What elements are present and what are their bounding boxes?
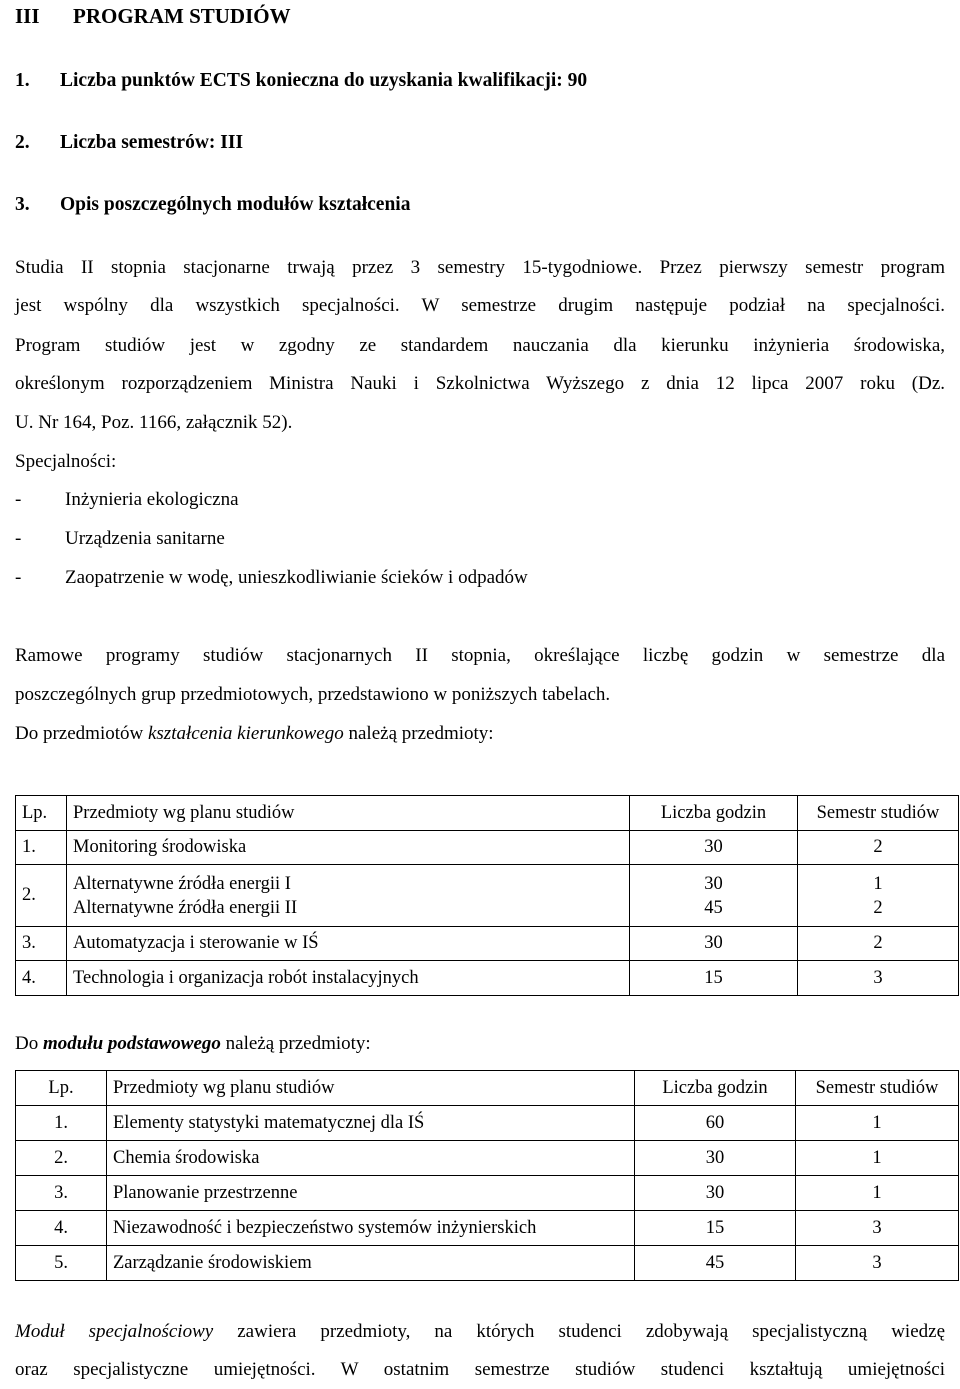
cell-hours: 30	[635, 1176, 796, 1211]
specialization-text: Inżynieria ekologiczna	[65, 489, 239, 510]
dash: -	[15, 528, 22, 549]
cell-lp: 2.	[16, 1141, 107, 1176]
paragraph-intro-line: U. Nr 164, Poz. 1166, załącznik 52).	[15, 412, 293, 433]
specialization-text: Urządzenia sanitarne	[65, 528, 225, 549]
cell-semester: 3	[798, 961, 959, 996]
col-lp: Lp.	[16, 796, 67, 831]
dash: -	[15, 489, 22, 510]
cell-hours: 30	[630, 831, 798, 865]
name-line: Alternatywne źródła energii I	[73, 873, 291, 894]
table-row	[16, 927, 959, 961]
paragraph-intro-line: Program studiów jest w zgodny ze standardem nauczania dla kierunku inżynieria środowiska,	[15, 335, 945, 356]
paragraph-intro-line: Studia II stopnia stacjonarne trwają przez 3 semestry 15-tygodniowe. Przez pierwszy semestr program	[15, 257, 945, 278]
item-text: Liczba punktów ECTS konieczna do uzyskania kwalifikacji: 90	[60, 70, 588, 91]
paragraph-specialty-line: oraz specjalistyczne umiejętności. W ostatnim semestrze studiów studenci kształtują umiejętności	[15, 1359, 945, 1380]
cell-semester: 1	[796, 1106, 959, 1141]
cell-name: Monitoring środowiska	[67, 831, 630, 865]
cell-lp: 4.	[16, 961, 67, 996]
cell-lp: 4.	[16, 1211, 107, 1246]
emphasis: modułu podstawowego	[42, 1033, 221, 1054]
cell-name: Technologia i organizacja robót instalacyjnych	[67, 961, 630, 996]
cell-name	[67, 865, 630, 927]
cell-semester: 3	[796, 1246, 959, 1281]
table-row	[16, 1106, 959, 1141]
item-text: Opis poszczególnych modułów kształcenia	[60, 194, 411, 215]
dash: -	[15, 567, 22, 588]
hours-line: 45	[704, 897, 723, 918]
paragraph-intro-line: jest wspólny dla wszystkich specjalności. W semestrze drugim następuje podział na specjalności.	[15, 295, 945, 316]
text: zawiera przedmioty, na których studenci zdobywają specjalistyczną wiedzę	[213, 1321, 946, 1342]
heading-item-2	[15, 132, 243, 154]
sem-line: 2	[873, 897, 883, 918]
cell-lp: 3.	[16, 1176, 107, 1211]
cell-semester	[798, 865, 959, 927]
col-semester: Semestr studiów	[798, 796, 959, 831]
section-title: PROGRAM STUDIÓW	[73, 4, 291, 28]
table-row	[16, 1246, 959, 1281]
col-lp: Lp.	[16, 1071, 107, 1106]
emphasis: Moduł specjalnościowy	[15, 1321, 214, 1342]
text: należą przedmioty:	[220, 1033, 371, 1054]
item-number: 2.	[15, 132, 30, 153]
col-hours: Liczba godzin	[630, 796, 798, 831]
cell-hours: 30	[635, 1141, 796, 1176]
cell-name: Planowanie przestrzenne	[107, 1176, 635, 1211]
podstawowy-intro	[15, 1025, 371, 1063]
item-text: Liczba semestrów: III	[60, 132, 244, 153]
paragraph-frameworks-line: Ramowe programy studiów stacjonarnych II stopnia, określające liczbę godzin w semestrze dla	[15, 645, 945, 666]
table-row	[16, 831, 959, 865]
paragraph-frameworks-line: poszczególnych grup przedmiotowych, przedstawiono w poniższych tabelach.	[15, 684, 611, 705]
col-name: Przedmioty wg planu studiów	[107, 1071, 635, 1106]
text: Do przedmiotów	[15, 723, 148, 744]
section-number: III	[15, 4, 40, 28]
table-podstawowy	[15, 1070, 959, 1281]
text: Do	[15, 1033, 43, 1054]
item-number: 1.	[15, 70, 30, 91]
cell-hours: 30	[630, 927, 798, 961]
paragraph-intro-line: określonym rozporządzeniem Ministra Nauki i Szkolnictwa Wyższego z dnia 12 lipca 2007 roku (Dz.	[15, 373, 945, 394]
table-header-row	[16, 796, 959, 831]
emphasis: kształcenia kierunkowego	[147, 723, 344, 744]
cell-name: Zarządzanie środowiskiem	[107, 1246, 635, 1281]
cell-semester: 2	[798, 927, 959, 961]
cell-lp: 1.	[16, 1106, 107, 1141]
cell-semester: 1	[796, 1176, 959, 1211]
cell-hours: 45	[635, 1246, 796, 1281]
cell-lp: 5.	[16, 1246, 107, 1281]
item-number: 3.	[15, 194, 30, 215]
cell-hours: 15	[630, 961, 798, 996]
table-row	[16, 961, 959, 996]
specialization-item	[15, 481, 239, 519]
cell-lp: 3.	[16, 927, 67, 961]
table-row	[16, 1176, 959, 1211]
col-semester: Semestr studiów	[796, 1071, 959, 1106]
table-row	[16, 1141, 959, 1176]
specialization-item	[15, 520, 225, 558]
table-row	[16, 865, 959, 927]
cell-semester: 3	[796, 1211, 959, 1246]
cell-semester: 1	[796, 1141, 959, 1176]
kierunkowy-intro	[15, 715, 494, 753]
cell-name: Automatyzacja i sterowanie w IŚ	[67, 927, 630, 961]
heading-item-1	[15, 70, 587, 92]
cell-lp: 2.	[16, 865, 67, 927]
specialization-item	[15, 559, 528, 597]
cell-name: Chemia środowiska	[107, 1141, 635, 1176]
cell-hours: 60	[635, 1106, 796, 1141]
name-line: Alternatywne źródła energii II	[73, 897, 298, 918]
text: należą przedmioty:	[343, 723, 494, 744]
paragraph-specialty-line	[15, 1313, 945, 1351]
table-row	[16, 1211, 959, 1246]
specializations-label: Specjalności:	[15, 451, 117, 472]
table-kierunkowy	[15, 795, 959, 996]
hours-line: 30	[704, 873, 723, 894]
sem-line: 1	[873, 873, 883, 894]
specialization-text: Zaopatrzenie w wodę, unieszkodliwianie ścieków i odpadów	[65, 567, 528, 588]
cell-semester: 2	[798, 831, 959, 865]
table-header-row	[16, 1071, 959, 1106]
cell-hours: 15	[635, 1211, 796, 1246]
col-hours: Liczba godzin	[635, 1071, 796, 1106]
col-name: Przedmioty wg planu studiów	[67, 796, 630, 831]
cell-name: Niezawodność i bezpieczeństwo systemów inżynierskich	[107, 1211, 635, 1246]
cell-name: Elementy statystyki matematycznej dla IŚ	[107, 1106, 635, 1141]
heading-item-3	[15, 194, 410, 216]
section-heading	[15, 4, 291, 29]
cell-hours	[630, 865, 798, 927]
cell-lp: 1.	[16, 831, 67, 865]
